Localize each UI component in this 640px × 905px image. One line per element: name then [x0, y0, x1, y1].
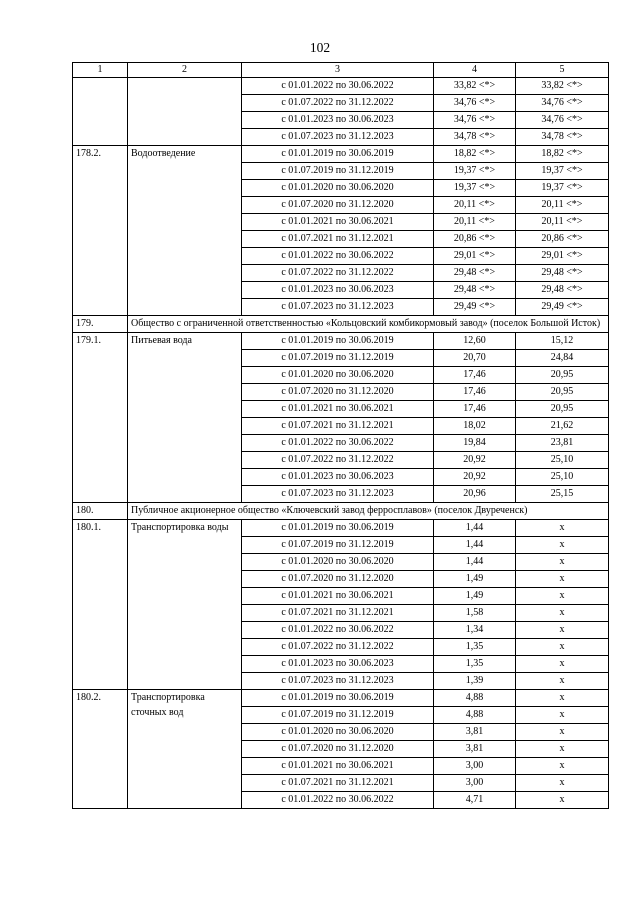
- tariff-period: с 01.01.2021 по 30.06.2021: [242, 758, 434, 775]
- tariff-period: с 01.01.2019 по 30.06.2019: [242, 690, 434, 707]
- tariff-period: с 01.01.2019 по 30.06.2019: [242, 333, 434, 350]
- tariff-period: с 01.01.2019 по 30.06.2019: [242, 520, 434, 537]
- tariff-value-col5: 29,49 <*>: [516, 299, 609, 316]
- tariff-value-col5: 23,81: [516, 435, 609, 452]
- tariff-value-col5: x: [516, 741, 609, 758]
- tariff-value-col5: 29,48 <*>: [516, 282, 609, 299]
- tariff-value-col5: 29,01 <*>: [516, 248, 609, 265]
- organization-name: Общество с ограниченной ответственностью «Кольцовский комбикормовый завод» (поселок Большой Исток): [128, 316, 609, 333]
- organization-name: Публичное акционерное общество «Ключевский завод ферросплавов» (поселок Двуреченск): [128, 503, 609, 520]
- tariff-value-col4: 4,71: [434, 792, 516, 809]
- tariff-value-col4: 20,96: [434, 486, 516, 503]
- tariff-value-col5: 21,62: [516, 418, 609, 435]
- tariff-value-col5: x: [516, 792, 609, 809]
- tariff-value-col4: 20,86 <*>: [434, 231, 516, 248]
- tariff-value-col5: x: [516, 639, 609, 656]
- tariff-value-col5: x: [516, 588, 609, 605]
- column-number-row: [73, 63, 609, 78]
- tariff-value-col5: x: [516, 758, 609, 775]
- tariff-value-col4: 1,35: [434, 639, 516, 656]
- tariff-value-col5: x: [516, 656, 609, 673]
- tariff-value-col4: 18,02: [434, 418, 516, 435]
- tariff-period: с 01.07.2022 по 31.12.2022: [242, 639, 434, 656]
- tariff-value-col5: 34,76 <*>: [516, 95, 609, 112]
- organization-number: 179.: [73, 316, 128, 333]
- service-name: Транспортировка воды: [128, 520, 242, 690]
- tariff-table: [72, 62, 609, 809]
- tariff-value-col4: 1,34: [434, 622, 516, 639]
- column-number-1: 1: [73, 63, 128, 78]
- tariff-period: с 01.01.2023 по 30.06.2023: [242, 112, 434, 129]
- service-name: Водоотведение: [128, 146, 242, 316]
- service-number: 178.2.: [73, 146, 128, 316]
- tariff-value-col5: 20,95: [516, 401, 609, 418]
- tariff-value-col4: 20,11 <*>: [434, 197, 516, 214]
- tariff-period: с 01.07.2023 по 31.12.2023: [242, 299, 434, 316]
- service-number: [73, 78, 128, 146]
- tariff-value-col4: 18,82 <*>: [434, 146, 516, 163]
- tariff-value-col5: 20,11 <*>: [516, 214, 609, 231]
- page-number: 102: [309, 40, 331, 55]
- tariff-value-col4: 1,44: [434, 554, 516, 571]
- tariff-value-col5: 20,95: [516, 367, 609, 384]
- tariff-value-col5: 19,37 <*>: [516, 180, 609, 197]
- tariff-period: с 01.07.2020 по 31.12.2020: [242, 384, 434, 401]
- tariff-period: с 01.01.2022 по 30.06.2022: [242, 622, 434, 639]
- tariff-value-col5: x: [516, 775, 609, 792]
- tariff-period: с 01.07.2020 по 31.12.2020: [242, 571, 434, 588]
- tariff-period: с 01.07.2022 по 31.12.2022: [242, 265, 434, 282]
- tariff-value-col5: 18,82 <*>: [516, 146, 609, 163]
- tariff-period: с 01.07.2023 по 31.12.2023: [242, 673, 434, 690]
- tariff-period: с 01.01.2020 по 30.06.2020: [242, 724, 434, 741]
- tariff-period: с 01.07.2021 по 31.12.2021: [242, 605, 434, 622]
- tariff-value-col4: 19,37 <*>: [434, 180, 516, 197]
- tariff-value-col5: 33,82 <*>: [516, 78, 609, 95]
- tariff-value-col4: 20,92: [434, 469, 516, 486]
- tariff-value-col5: x: [516, 520, 609, 537]
- tariff-value-col4: 29,01 <*>: [434, 248, 516, 265]
- tariff-value-col4: 12,60: [434, 333, 516, 350]
- tariff-period: с 01.07.2022 по 31.12.2022: [242, 452, 434, 469]
- tariff-value-col4: 34,78 <*>: [434, 129, 516, 146]
- column-number-5: 5: [516, 63, 609, 78]
- tariff-period: с 01.01.2020 по 30.06.2020: [242, 367, 434, 384]
- tariff-value-col4: 17,46: [434, 367, 516, 384]
- tariff-period: с 01.01.2022 по 30.06.2022: [242, 248, 434, 265]
- tariff-period: с 01.07.2021 по 31.12.2021: [242, 775, 434, 792]
- organization-row: [73, 503, 609, 520]
- tariff-period: с 01.07.2021 по 31.12.2021: [242, 231, 434, 248]
- tariff-value-col5: x: [516, 724, 609, 741]
- tariff-value-col4: 20,92: [434, 452, 516, 469]
- service-name: [128, 78, 242, 146]
- tariff-period: с 01.07.2019 по 31.12.2019: [242, 707, 434, 724]
- tariff-period: с 01.01.2022 по 30.06.2022: [242, 78, 434, 95]
- tariff-value-col4: 1,39: [434, 673, 516, 690]
- tariff-value-col5: x: [516, 537, 609, 554]
- tariff-value-col4: 1,49: [434, 588, 516, 605]
- organization-number: 180.: [73, 503, 128, 520]
- tariff-period: с 01.07.2019 по 31.12.2019: [242, 163, 434, 180]
- tariff-period: с 01.07.2022 по 31.12.2022: [242, 95, 434, 112]
- tariff-value-col5: 20,11 <*>: [516, 197, 609, 214]
- service-number: 180.1.: [73, 520, 128, 690]
- organization-row: [73, 316, 609, 333]
- tariff-value-col4: 3,81: [434, 724, 516, 741]
- tariff-period: с 01.01.2020 по 30.06.2020: [242, 180, 434, 197]
- tariff-period: с 01.01.2023 по 30.06.2023: [242, 656, 434, 673]
- tariff-period: с 01.07.2021 по 31.12.2021: [242, 418, 434, 435]
- tariff-period: с 01.07.2023 по 31.12.2023: [242, 129, 434, 146]
- tariff-value-col5: 25,10: [516, 469, 609, 486]
- tariff-value-col5: 25,10: [516, 452, 609, 469]
- tariff-value-col5: 29,48 <*>: [516, 265, 609, 282]
- tariff-value-col4: 3,00: [434, 775, 516, 792]
- tariff-row: [73, 333, 609, 350]
- tariff-value-col4: 17,46: [434, 384, 516, 401]
- tariff-value-col4: 4,88: [434, 690, 516, 707]
- tariff-value-col5: x: [516, 673, 609, 690]
- tariff-period: с 01.07.2023 по 31.12.2023: [242, 486, 434, 503]
- tariff-value-col5: 15,12: [516, 333, 609, 350]
- tariff-value-col4: 29,49 <*>: [434, 299, 516, 316]
- tariff-value-col4: 17,46: [434, 401, 516, 418]
- tariff-value-col4: 19,84: [434, 435, 516, 452]
- tariff-value-col4: 4,88: [434, 707, 516, 724]
- tariff-value-col4: 29,48 <*>: [434, 265, 516, 282]
- tariff-period: с 01.01.2022 по 30.06.2022: [242, 792, 434, 809]
- tariff-value-col5: 25,15: [516, 486, 609, 503]
- tariff-value-col4: 1,49: [434, 571, 516, 588]
- tariff-period: с 01.01.2021 по 30.06.2021: [242, 214, 434, 231]
- tariff-value-col5: x: [516, 605, 609, 622]
- tariff-value-col4: 29,48 <*>: [434, 282, 516, 299]
- tariff-value-col4: 1,58: [434, 605, 516, 622]
- tariff-value-col5: 34,78 <*>: [516, 129, 609, 146]
- tariff-value-col5: 24,84: [516, 350, 609, 367]
- tariff-value-col4: 1,35: [434, 656, 516, 673]
- tariff-value-col5: 19,37 <*>: [516, 163, 609, 180]
- tariff-period: с 01.01.2021 по 30.06.2021: [242, 401, 434, 418]
- tariff-value-col5: x: [516, 554, 609, 571]
- tariff-value-col4: 1,44: [434, 520, 516, 537]
- tariff-value-col4: 20,70: [434, 350, 516, 367]
- tariff-value-col5: 34,76 <*>: [516, 112, 609, 129]
- service-number: 179.1.: [73, 333, 128, 503]
- tariff-value-col4: 1,44: [434, 537, 516, 554]
- column-number-4: 4: [434, 63, 516, 78]
- tariff-value-col5: x: [516, 571, 609, 588]
- tariff-value-col4: 33,82 <*>: [434, 78, 516, 95]
- tariff-value-col4: 3,00: [434, 758, 516, 775]
- tariff-period: с 01.01.2021 по 30.06.2021: [242, 588, 434, 605]
- tariff-table-body: [73, 63, 609, 809]
- column-number-3: 3: [242, 63, 434, 78]
- service-name: Транспортировка сточных вод: [128, 690, 242, 809]
- tariff-period: с 01.01.2020 по 30.06.2020: [242, 554, 434, 571]
- tariff-row: [73, 690, 609, 707]
- service-name: Питьевая вода: [128, 333, 242, 503]
- column-number-2: 2: [128, 63, 242, 78]
- tariff-row: [73, 78, 609, 95]
- tariff-value-col4: 20,11 <*>: [434, 214, 516, 231]
- tariff-period: с 01.07.2019 по 31.12.2019: [242, 537, 434, 554]
- tariff-value-col5: x: [516, 690, 609, 707]
- service-number: 180.2.: [73, 690, 128, 809]
- tariff-period: с 01.01.2023 по 30.06.2023: [242, 282, 434, 299]
- tariff-period: с 01.01.2019 по 30.06.2019: [242, 146, 434, 163]
- tariff-value-col5: 20,95: [516, 384, 609, 401]
- tariff-period: с 01.07.2020 по 31.12.2020: [242, 741, 434, 758]
- tariff-value-col5: x: [516, 707, 609, 724]
- tariff-value-col5: 20,86 <*>: [516, 231, 609, 248]
- tariff-value-col4: 34,76 <*>: [434, 112, 516, 129]
- tariff-value-col4: 19,37 <*>: [434, 163, 516, 180]
- tariff-period: с 01.07.2019 по 31.12.2019: [242, 350, 434, 367]
- tariff-value-col4: 3,81: [434, 741, 516, 758]
- tariff-period: с 01.01.2023 по 30.06.2023: [242, 469, 434, 486]
- tariff-period: с 01.07.2020 по 31.12.2020: [242, 197, 434, 214]
- tariff-row: [73, 146, 609, 163]
- tariff-row: [73, 520, 609, 537]
- tariff-value-col5: x: [516, 622, 609, 639]
- tariff-period: с 01.01.2022 по 30.06.2022: [242, 435, 434, 452]
- tariff-value-col4: 34,76 <*>: [434, 95, 516, 112]
